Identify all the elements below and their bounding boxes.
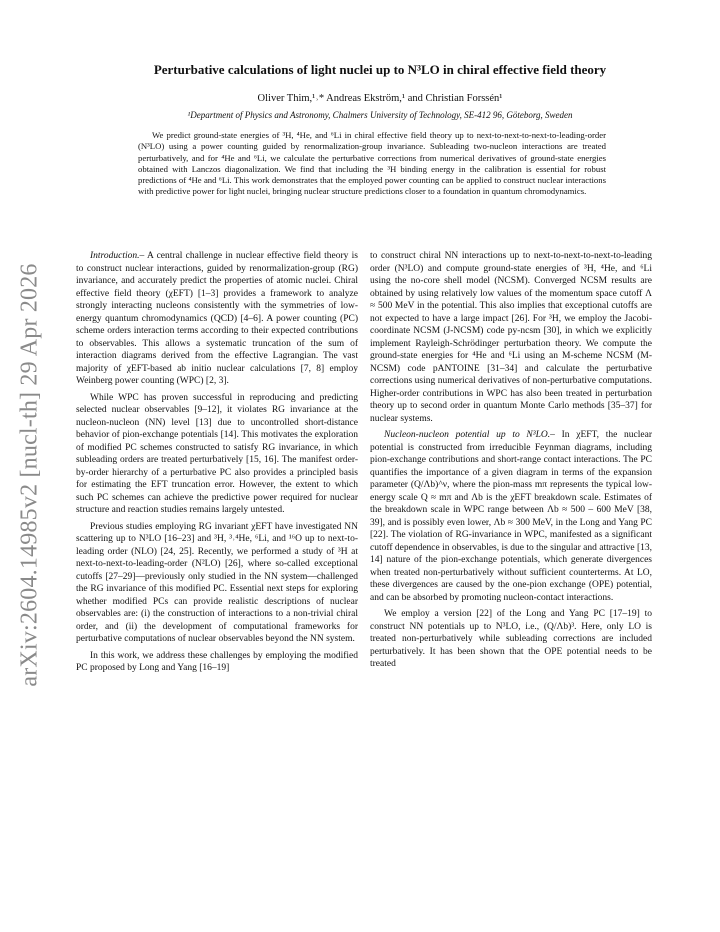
paragraph-text: A central challenge in nuclear effective field theory is to construct nuclear interactions, guided by renormalization-group (RG) invariance, and accurately predict the properties of atomic nuclei. Chiral effective field theory (χEFT) [1–3] provides a framework to analyze strongly interacting nucleons consistently with the symmetries of low-energy quantum chromodynamics (QCD) [4–6]. A power counting (PC) scheme orders interaction terms according to their expected contributions to observables. This allows a systematic truncation of the sum of interaction diagrams derived from the effective Lagrangian. The vast majority of χEFT-based ab initio nuclear calculations [7, 8] employ Weinberg power counting (WPC) [2, 3]. — [76, 251, 358, 386]
left-column — [76, 250, 358, 679]
paragraph: We employ a version [22] of the Long and Yang PC [17–19] to construct NN potentials up to N³LO, i.e., (Q/Λb)³. Here, only LO is treated non-perturbatively while subleading corrections are included perturbatively. It has been shown that the OPE potential needs to be treated — [370, 609, 652, 669]
paragraph-text: In χEFT, the nuclear potential is constructed from irreducible Feynman diagrams, including pion-exchange contributions and short-range contact interactions. The PC quantifies the importance of a given diagram in terms of the expansion parameter (Q/Λb)^ν, where the pion-mass mπ represents the typical low-energy scale Q ≈ mπ and Λb is the χEFT breakdown scale. Estimates of the breakdown scale in WPC range between Λb ≈ 500 – 600 MeV [38, 39], and is possibly even lower, Λb ≈ 300 MeV, in the Long and Yang PC [22]. The violation of RG-invariance in WPC, manifested as a significant cutoff dependence in observables, is due to the singular and attractive [13, 14] nature of the pion-exchange potentials, which generate divergences when treated non-perturbatively without sufficient counterterms. At LO, these divergences are caused by the one-pion exchange (OPE) potential, and can be absorbed by promoting nucleon-contact interactions. — [370, 430, 653, 603]
paper-title: Perturbative calculations of light nuclei up to N³LO in chiral effective field theory — [153, 62, 607, 77]
paragraph: Previous studies employing RG invariant χEFT have investigated NN scattering up to N³LO [16–23] and ³H, ³˒⁴He, ⁶Li, and ¹⁶O up to next-to-leading order (NLO) [24, 25]. Recently, we performed a study of ³H at next-to-next-to-leading-order (N²LO) [26], where so-called exceptional cutoffs [27–29]—previously only studied in the NN system—challenged the RG invariance of this modified PC. Essential next steps for exploring whether modified PCs can provide realistic descriptions of nuclear observables are: (i) the construction of interactions to a non-trivial chiral order, and (ii) the development of computational frameworks for perturbative computations of nuclear observables beyond the NN system. — [76, 521, 358, 644]
section-heading-nn-potential: Nucleon-nucleon potential up to N³LO.– — [384, 430, 555, 440]
paragraph: In this work, we address these challenges by employing the modified PC proposed by Long and Yang [16–19] — [76, 650, 358, 673]
author-list: Oliver Thim,¹˒* Andreas Ekström,¹ and Christian Forssén¹ — [257, 93, 503, 104]
right-column — [370, 250, 652, 675]
affiliation: ¹Department of Physics and Astronomy, Chalmers University of Technology, SE-412 96, Göteborg, Sweden — [187, 110, 573, 120]
paragraph-introduction — [76, 250, 358, 388]
paragraph-continued: to construct chiral NN interactions up to next-to-next-to-next-to-leading order (N³LO) and compute ground-state energies of ³H, ⁴He, and ⁶Li using the no-core shell model (NCSM). Converged NCSM results are obtained by using relatively low values of the momentum space cutoff Λ ≈ 500 MeV in the potential. This also implies that exceptional cutoffs are not expected to have a large impact [26]. For ³H, we employ the Jacobi-coordinate NCSM (J-NCSM) code py-ncsm [30], in which we explicitly implement Rayleigh-Schrödinger perturbation theory. We compute the ground-state energies for ⁴He and ⁶Li using an M-scheme NCSM (M-NCSM) code pANTOINE [31–34] and calculate the perturbative corrections using numerical derivatives of non-perturbative computations. Higher-order contributions in WPC has also been treated in perturbation theory up to second order in quantum Monte Carlo methods [35–37] for nuclear systems. — [370, 251, 652, 424]
paragraph: While WPC has proven successful in reproducing and predicting selected nuclear observables [9–12], it violates RG invariance at the nucleon-nucleon (NN) level [13] due to uncontrolled short-distance behavior of pion-exchange potentials [14]. This motivates the exploration of modified PC schemes constructed to satisfy RG invariance, in which subleading orders are treated perturbatively [15, 16]. The manifest order-by-order hierarchy of a perturbative PC also provides a principled basis for estimating the EFT truncation error. However, the extent to which such PC schemes can achieve the predictive power required for nuclear structure and reaction studies remains largely untested. — [76, 392, 358, 515]
abstract: We predict ground-state energies of ³H, ⁴He, and ⁶Li in chiral effective field theory up to next-to-next-to-next-to-leading-order (N³LO) using a power counting guided by renormalization-group invariance. Subleading two-nucleon interactions are treated perturbatively, and for ⁴He and ⁶Li, we calculate the perturbative corrections from numerical derivatives of ground-state energies obtained with Lanczos diagonalization. We find that including the ³H binding energy in the calibration is essential for robust predictions of ⁴He and ⁶Li. This work demonstrates that the employed power counting can be applied to construct nuclear interactions with predictive power for light nuclei, bringing nuclear structure predictions closer to a foundation in quantum chromodynamics. — [138, 130, 606, 197]
section-heading-introduction: Introduction.– — [90, 251, 145, 261]
arxiv-sidebar-stamp — [8, 250, 52, 700]
paragraph-nn-potential — [370, 429, 652, 604]
arxiv-id: arXiv:2604.14985v2 [nucl-th] 29 Apr 2026 — [16, 263, 43, 687]
